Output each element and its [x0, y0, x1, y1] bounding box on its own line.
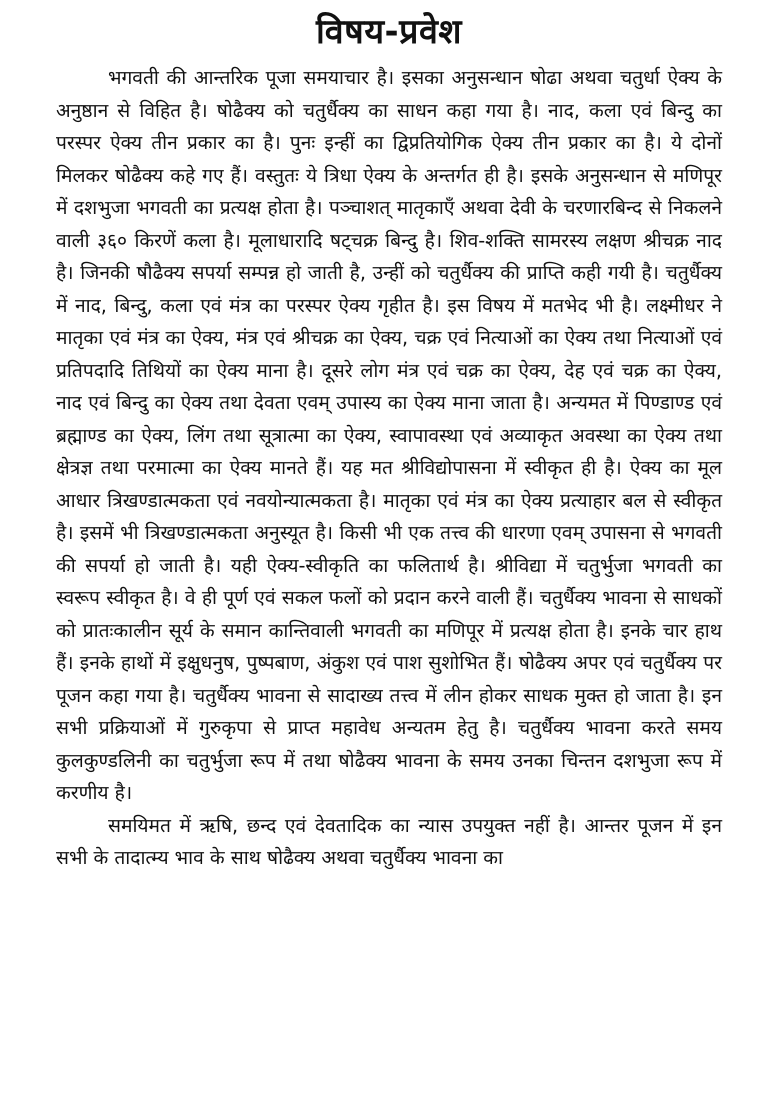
page-title: विषय-प्रवेश	[315, 12, 463, 52]
body-paragraph-2: समयिमत में ऋषि, छन्द एवं देवतादिक का न्यास उपयुक्त नहीं है। आन्तर पूजन में इन सभी के तादात्म्य भाव के साथ षोढैक्य अथवा चतुर्धैक्य भावना का	[56, 813, 722, 869]
body-paragraph-1: भगवती की आन्तरिक पूजा समयाचार है। इसका अनुसन्धान षोढा अथवा चतुर्धा ऐक्य के अनुष्ठान से विहित है। षोढैक्य को चतुर्धैक्य का साधन कहा गया है। नाद, कला एवं बिन्दु का परस्पर ऐक्य तीन प्रकार का है। पुनः इन्हीं का द्विप्रतियोगिक ऐक्य तीन प्रकार का है। ये दोनों मिलकर षोढैक्य कहे गए हैं। वस्तुतः ये त्रिधा ऐक्य के अन्तर्गत ही है। इसके अनुसन्धान से मणिपूर में दशभुजा भगवती का प्रत्यक्ष होता है। पञ्चाशत् मातृकाएँ अथवा देवी के चरणारबिन्द से निकलने वाली ३६० किरणें कला है। मूलाधारादि षट्चक्र बिन्दु है। शिव-शक्ति सामरस्य लक्षण श्रीचक्र नाद है। जिनकी षौढैक्य सपर्या सम्पन्न हो जाती है, उन्हीं को चतुर्धैक्य की प्राप्ति कही गयी है। चतुर्धैक्य में नाद, बिन्दु, कला एवं मंत्र का परस्पर ऐक्य गृहीत है। इस विषय में मतभेद भी है। लक्ष्मीधर ने मातृका एवं मंत्र का ऐक्य, मंत्र एवं श्रीचक्र का ऐक्य, चक्र एवं नित्याओं का ऐक्य तथा नित्याओं एवं प्रतिपदादि तिथियों का ऐक्य माना है। दूसरे लोग मंत्र एवं चक्र का ऐक्य, देह एवं चक्र का ऐक्य, नाद एवं बिन्दु का ऐक्य तथा देवता एवम् उपास्य का ऐक्य माना जाता है। अन्यमत में पिण्डाण्ड एवं ब्रह्माण्ड का ऐक्य, लिंग तथा सूत्रात्मा का ऐक्य, स्वापावस्था एवं अव्याकृत अवस्था का ऐक्य तथा क्षेत्रज्ञ तथा परमात्मा का ऐक्य मानते हैं। यह मत श्रीविद्योपासना में स्वीकृत ही है। ऐक्य का मूल आधार त्रिखण्डात्मकता एवं नवयोन्यात्मकता है। मातृका एवं मंत्र का ऐक्य प्रत्याहार बल से स्वीकृत है। इसमें भी त्रिखण्डात्मकता अनुस्यूत है। किसी भी एक तत्त्व की धारणा एवम् उपासना से भगवती की सपर्या हो जाती है। यही ऐक्य-स्वीकृति का फलितार्थ है। श्रीविद्या में चतुर्भुजा भगवती का स्वरूप स्वीकृत है। वे ही पूर्ण एवं सकल फलों को प्रदान करने वाली हैं। चतुर्धैक्य भावना से साधकों को प्रातःकालीन सूर्य के समान कान्तिवाली भगवती का मणिपूर में प्रत्यक्ष होता है। इनके चार हाथ हैं। इनके हाथों में इक्षुधनुष, पुष्पबाण, अंकुश एवं पाश सुशोभित हैं। षोढैक्य अपर एवं चतुर्धैक्य पर पूजन कहा गया है। चतुर्धैक्य भावना से सादाख्य तत्त्व में लीन होकर साधक मुक्त हो जाता है। इन सभी प्रक्रियाओं में गुरुकृपा से प्राप्त महावेध अन्यतम हेतु है। चतुर्धैक्य भावना करते समय कुलकुण्डलिनी का चतुर्भुजा रूप में तथा षोढैक्य भावना के समय उनका चिन्तन दशभुजा रूप में करणीय है।	[56, 66, 722, 804]
